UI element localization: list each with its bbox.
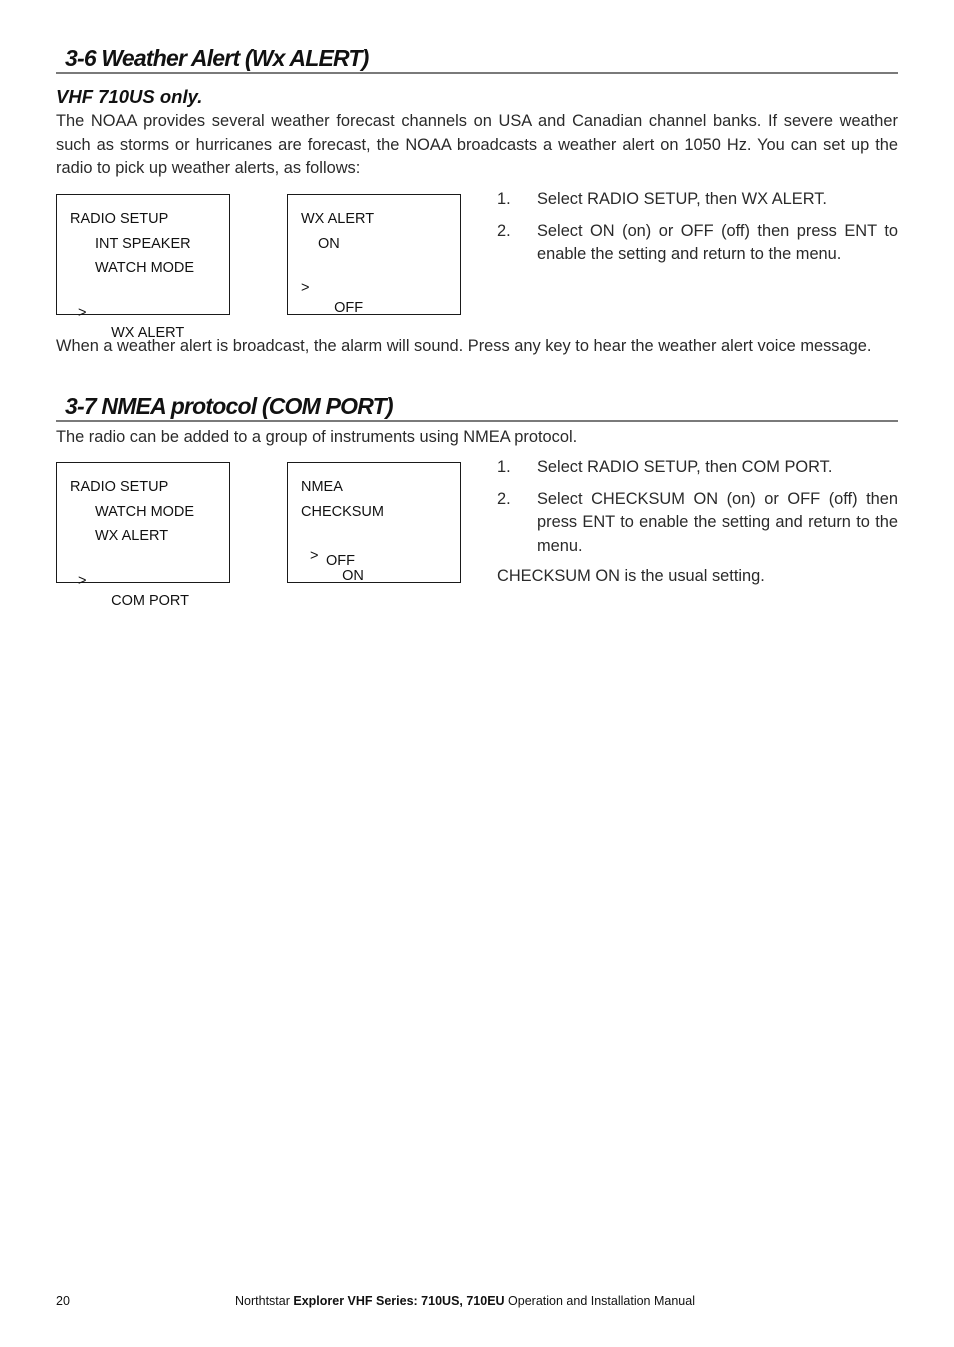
- screen-item: COM PORT: [111, 592, 189, 609]
- step-number: 2.: [497, 221, 511, 240]
- screen-line: RADIO SETUP: [70, 479, 169, 495]
- footer-suffix: Operation and Installation Manual: [504, 1294, 695, 1308]
- screen-line-selected: [70, 551, 229, 609]
- screen-line: CHECKSUM: [301, 503, 384, 520]
- screen-line: NMEA: [301, 479, 343, 495]
- usual-setting-note: CHECKSUM ON is the usual setting.: [497, 567, 765, 585]
- step-number: 1.: [497, 458, 511, 476]
- radio-setup-screen: [56, 194, 230, 341]
- screen-line: WATCH MODE: [95, 260, 195, 276]
- screen-line: RADIO SETUP: [70, 211, 169, 227]
- model-note: VHF 710US only.: [56, 86, 203, 107]
- step-item: [497, 220, 898, 267]
- wx-alert-screen: [287, 194, 461, 315]
- screen-line: INT SPEAKER: [95, 235, 191, 252]
- step-text: Select CHECKSUM ON (on) or OFF (off) then press ENT to enable the setting and return to the menu.: [537, 489, 898, 555]
- selection-pointer: >: [310, 548, 319, 564]
- steps-list-3-7: [497, 456, 898, 566]
- screen-line: WX ALERT: [95, 528, 169, 544]
- screen-line: ON: [318, 235, 340, 252]
- screen-line: WX ALERT: [301, 211, 375, 227]
- step-text: Select RADIO SETUP, then WX ALERT.: [537, 190, 827, 208]
- section-title-3-6: 3-6 Weather Alert (Wx ALERT): [56, 44, 898, 74]
- section-title-3-7: 3-7 NMEA protocol (COM PORT): [56, 392, 898, 422]
- screen-line: WATCH MODE: [95, 503, 195, 520]
- screen-line-selected: [301, 258, 460, 316]
- step-number: 1.: [497, 190, 511, 208]
- page-number: 20: [56, 1294, 70, 1308]
- screen-line-selected: [70, 283, 229, 341]
- screen-line: OFF: [326, 552, 355, 569]
- footer-brand: Northtstar: [235, 1294, 294, 1308]
- intro-paragraph: The NOAA provides several weather forecast channels on USA and Canadian channel banks. If severe weather such as storms or hurricanes are forecast, the NOAA broadcasts a weather alert on 1050 Hz. You can set up the radio to pick up weather alerts, as follows:: [56, 112, 898, 177]
- nmea-intro-paragraph: The radio can be added to a group of instruments using NMEA protocol.: [56, 428, 578, 446]
- step-number: 2.: [497, 489, 511, 508]
- step-text: Select ON (on) or OFF (off) then press ENT to enable the setting and return to the menu.: [537, 221, 898, 263]
- selection-pointer: >: [78, 572, 87, 589]
- step-item: [497, 456, 898, 480]
- footer-series: Explorer VHF Series: 710US, 710EU: [293, 1294, 505, 1308]
- step-item: [497, 188, 898, 212]
- selection-pointer: >: [301, 280, 310, 296]
- nmea-screen: [287, 462, 461, 583]
- footer-title: [235, 1294, 695, 1308]
- step-item: [497, 488, 898, 559]
- selection-pointer: >: [78, 304, 87, 321]
- steps-list-3-6: [497, 188, 898, 275]
- alert-paragraph: When a weather alert is broadcast, the alarm will sound. Press any key to hear the weather alert voice message.: [56, 337, 872, 355]
- radio-setup-screen: [56, 462, 230, 609]
- screen-item: WX ALERT: [111, 324, 185, 341]
- screen-item: ON: [342, 568, 364, 584]
- step-text: Select RADIO SETUP, then COM PORT.: [537, 458, 833, 476]
- screen-item: OFF: [334, 300, 364, 316]
